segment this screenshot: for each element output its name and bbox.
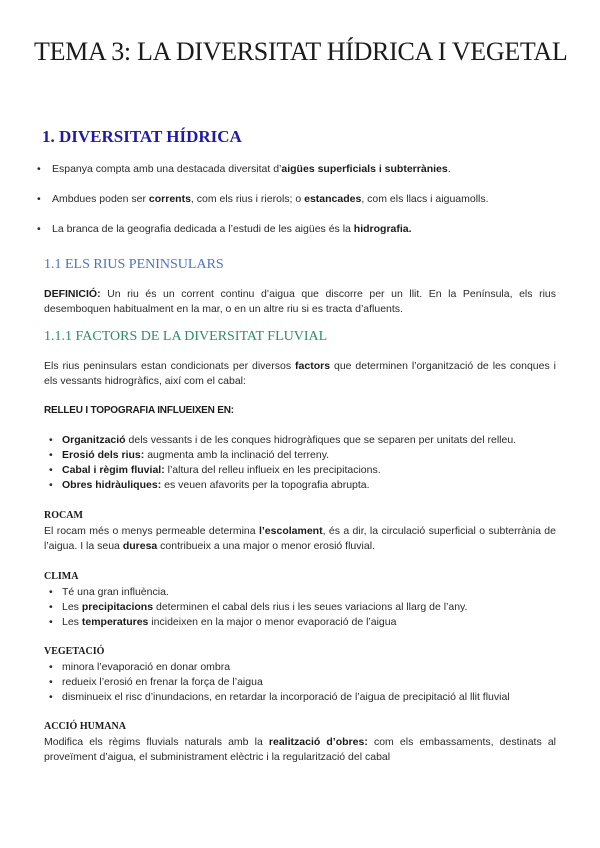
- accio-humana-paragraph: Modifica els règims fluvials naturals amb la realització d’obres: com els embassaments, destinats al proveïment d’aigua, el subministrament elèctric i la regularització del cabal: [44, 736, 556, 763]
- vegetacio-list: [44, 660, 564, 705]
- list-item: • Obres hidràuliques: es veuen afavorits per la topografia abrupta.: [44, 478, 564, 493]
- list-item: • Les temperatures incideixen en la major o menor evaporació de l’aigua: [44, 615, 564, 630]
- relleu-list: [44, 433, 564, 493]
- list-item: • minora l’evaporació en donar ombra: [44, 660, 564, 675]
- list-item: • Espanya compta amb una destacada diversitat d’aigües superficials i subterrànies.: [36, 162, 451, 177]
- page-title: TEMA 3: LA DIVERSITAT HÍDRICA I VEGETAL: [34, 37, 568, 66]
- list-item: • La branca de la geografia dedicada a l’estudi de les aigües és la hidrografia.: [36, 222, 412, 237]
- rocam-heading: ROCAM: [44, 510, 83, 521]
- list-item: • Erosió dels rius: augmenta amb la inclinació del terreny.: [44, 448, 564, 463]
- relleu-heading: RELLEU I TOPOGRAFIA INFLUEIXEN EN:: [44, 405, 234, 416]
- rocam-paragraph: El rocam més o menys permeable determina l’escolament, és a dir, la circulació superficial o subterrània de l’aigua. I la seua duresa contribueix a una major o menor erosió fluvial.: [44, 525, 556, 552]
- list-item: • Organització dels vessants i de les conques hidrogràfiques que se separen per unitats del relleu.: [44, 433, 564, 448]
- definition-paragraph: DEFINICIÓ: Un riu és un corrent continu d’aigua que discorre per un llit. En la Península, els rius desemboquen habitualment en la mar, o en un altre riu si es tracta d’afluents.: [44, 288, 556, 315]
- vegetacio-heading: VEGETACIÓ: [44, 646, 105, 657]
- accio-humana-heading: ACCIÓ HUMANA: [44, 721, 126, 732]
- clima-list: [44, 585, 564, 630]
- list-item: • Cabal i règim fluvial: l’altura del relleu influeix en les precipitacions.: [44, 463, 564, 478]
- list-item: • redueix l’erosió en frenar la força de l’aigua: [44, 675, 564, 690]
- list-item: • Té una gran influència.: [44, 585, 564, 600]
- factors-intro-paragraph: Els rius peninsulars estan condicionats per diversos factors que determinen l’organització de les conques i els vessants hidrogràfics, així com el cabal:: [44, 360, 556, 387]
- section-heading-factors: 1.1.1 FACTORS DE LA DIVERSITAT FLUVIAL: [44, 329, 328, 344]
- section-heading-diversitat-hidrica: 1. DIVERSITAT HÍDRICA: [42, 127, 242, 146]
- section-heading-rius-peninsulars: 1.1 ELS RIUS PENINSULARS: [44, 257, 224, 272]
- clima-heading: CLIMA: [44, 571, 79, 582]
- list-item: • Ambdues poden ser corrents, com els rius i rierols; o estancades, com els llacs i aiguamolls.: [36, 192, 489, 207]
- list-item: • disminueix el risc d’inundacions, en retardar la incorporació de l’aigua de precipitació al llit fluvial: [44, 690, 564, 705]
- list-item: • Les precipitacions determinen el cabal dels rius i les seues variacions al llarg de l’any.: [44, 600, 564, 615]
